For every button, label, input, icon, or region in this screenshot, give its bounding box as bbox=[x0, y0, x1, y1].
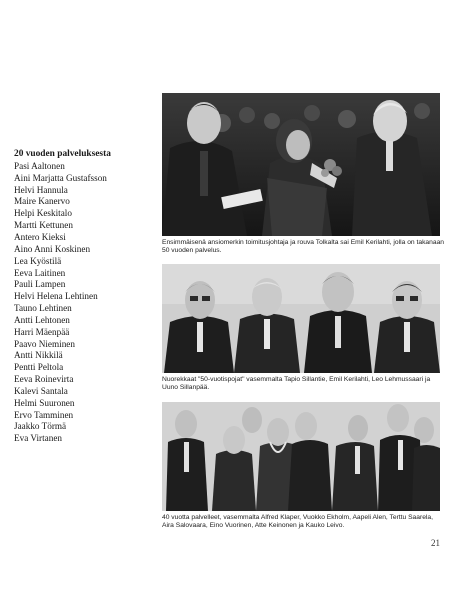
photo-caption: Ensimmäisenä ansiomerkin toimitusjohtaja ja rouva Tolkalta sai Emil Kerilahti, jolla on takanaan 50 vuoden palvelus. bbox=[162, 239, 445, 255]
list-item: Helpi Keskitalo bbox=[14, 208, 72, 219]
list-title: 20 vuoden palveluksesta bbox=[14, 149, 111, 159]
list-item: Eva Virtanen bbox=[14, 433, 63, 444]
photo-caption: 40 vuotta palvelleet, vasemmalta Alfred Klaper, Vuokko Ekholm, Aapeli Alen, Terttu Saarela, Aira Salovaara, Eino Vuorinen, Atte Keinonen ja Kauko Leivo. bbox=[162, 514, 433, 530]
list-item: Maire Kanervo bbox=[14, 196, 70, 207]
list-item: Harri Mäenpää bbox=[14, 326, 70, 337]
award-ceremony-photo bbox=[162, 93, 440, 236]
list-item: Antero Kieksi bbox=[14, 231, 66, 242]
list-item: Pauli Lampen bbox=[14, 279, 66, 290]
list-item: Aino Anni Koskinen bbox=[14, 243, 91, 254]
honoree-names bbox=[14, 161, 154, 445]
list-item: Lea Kyöstilä bbox=[14, 255, 62, 266]
list-item: Martti Kettunen bbox=[14, 220, 73, 231]
honoree-list bbox=[14, 149, 154, 445]
photo-caption: Nuorekkaat "50-vuotispojat" vasemmalta Tapio Sillantie, Emil Kerilahti, Leo Lehmussaari ja Uuno Sillanpää. bbox=[162, 376, 431, 392]
list-item: Antti Nikkilä bbox=[14, 350, 63, 361]
list-item: Helvi Hannula bbox=[14, 184, 68, 195]
fifty-year-employees-photo bbox=[162, 264, 440, 373]
list-item: Antti Lehtonen bbox=[14, 314, 70, 325]
list-item: Tauno Lehtinen bbox=[14, 303, 72, 314]
list-item: Pentti Peltola bbox=[14, 362, 64, 373]
page-number: 21 bbox=[431, 538, 440, 548]
list-item: Helvi Helena Lehtinen bbox=[14, 291, 98, 302]
forty-year-employees-photo bbox=[162, 402, 440, 511]
list-item: Aini Marjatta Gustafsson bbox=[14, 172, 107, 183]
list-item: Pasi Aaltonen bbox=[14, 160, 65, 171]
list-item: Ervo Tamminen bbox=[14, 409, 74, 420]
list-item: Eeva Laitinen bbox=[14, 267, 66, 278]
list-item: Helmi Suuronen bbox=[14, 397, 75, 408]
list-item: Paavo Nieminen bbox=[14, 338, 75, 349]
list-item: Jaakko Törmä bbox=[14, 421, 67, 432]
list-item: Kalevi Santala bbox=[14, 385, 68, 396]
list-item: Eeva Roinevirta bbox=[14, 374, 74, 385]
